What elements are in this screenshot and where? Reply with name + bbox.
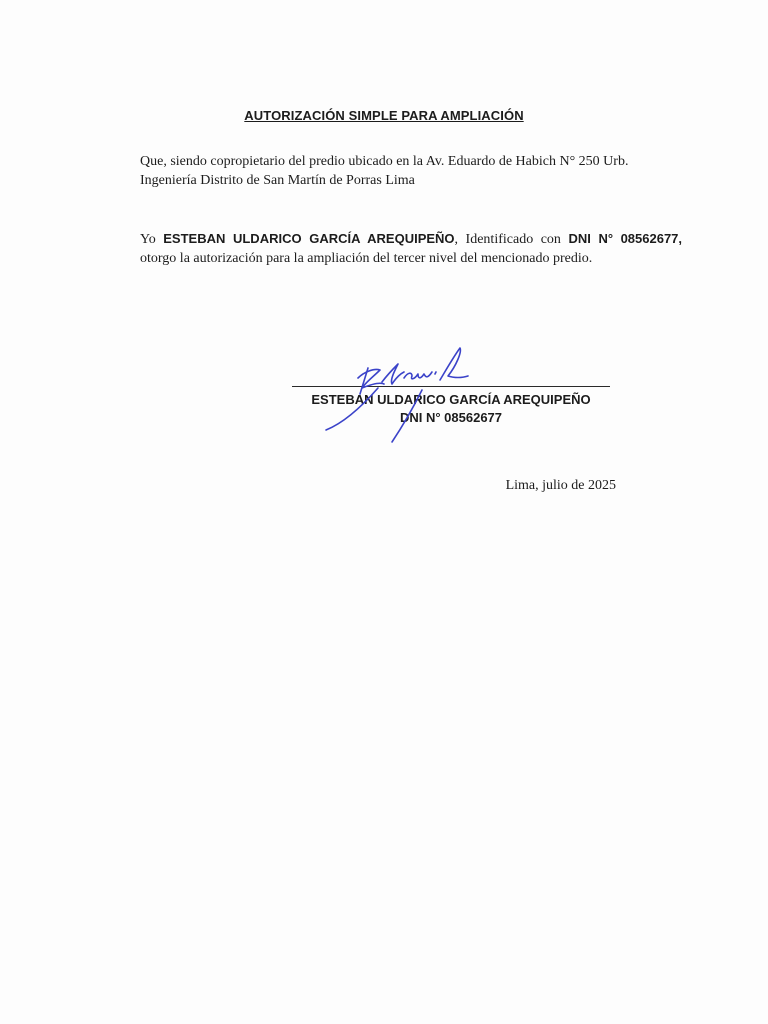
place-and-date: Lima, julio de 2025	[505, 478, 616, 493]
identified-text: , Identificado con	[454, 232, 569, 247]
dni-label: DNI N°	[568, 231, 614, 246]
property-paragraph	[140, 152, 682, 190]
signer-dni: DNI N° 08562677	[399, 410, 503, 425]
authorization-paragraph	[140, 229, 682, 268]
property-line-1: Que, siendo copropietario del predio ubicado en la Av. Eduardo de Habich N° 250 Urb.	[140, 154, 629, 169]
intro-text: Yo	[140, 232, 164, 247]
owner-name: ESTEBAN ULDARICO GARCÍA AREQUIPEÑO	[163, 231, 455, 246]
signer-name: ESTEBAN ULDARICO GARCÍA AREQUIPEÑO	[311, 392, 591, 407]
authorization-text: otorgo la autorización para la ampliación del tercer nivel del mencionado predio.	[140, 251, 593, 266]
handwritten-signature	[318, 338, 498, 448]
dni-number: 08562677,	[620, 231, 683, 246]
document-title: AUTORIZACIÓN SIMPLE PARA AMPLIACIÓN	[244, 108, 524, 123]
property-line-2: Ingeniería Distrito de San Martín de Porras Lima	[140, 173, 415, 188]
